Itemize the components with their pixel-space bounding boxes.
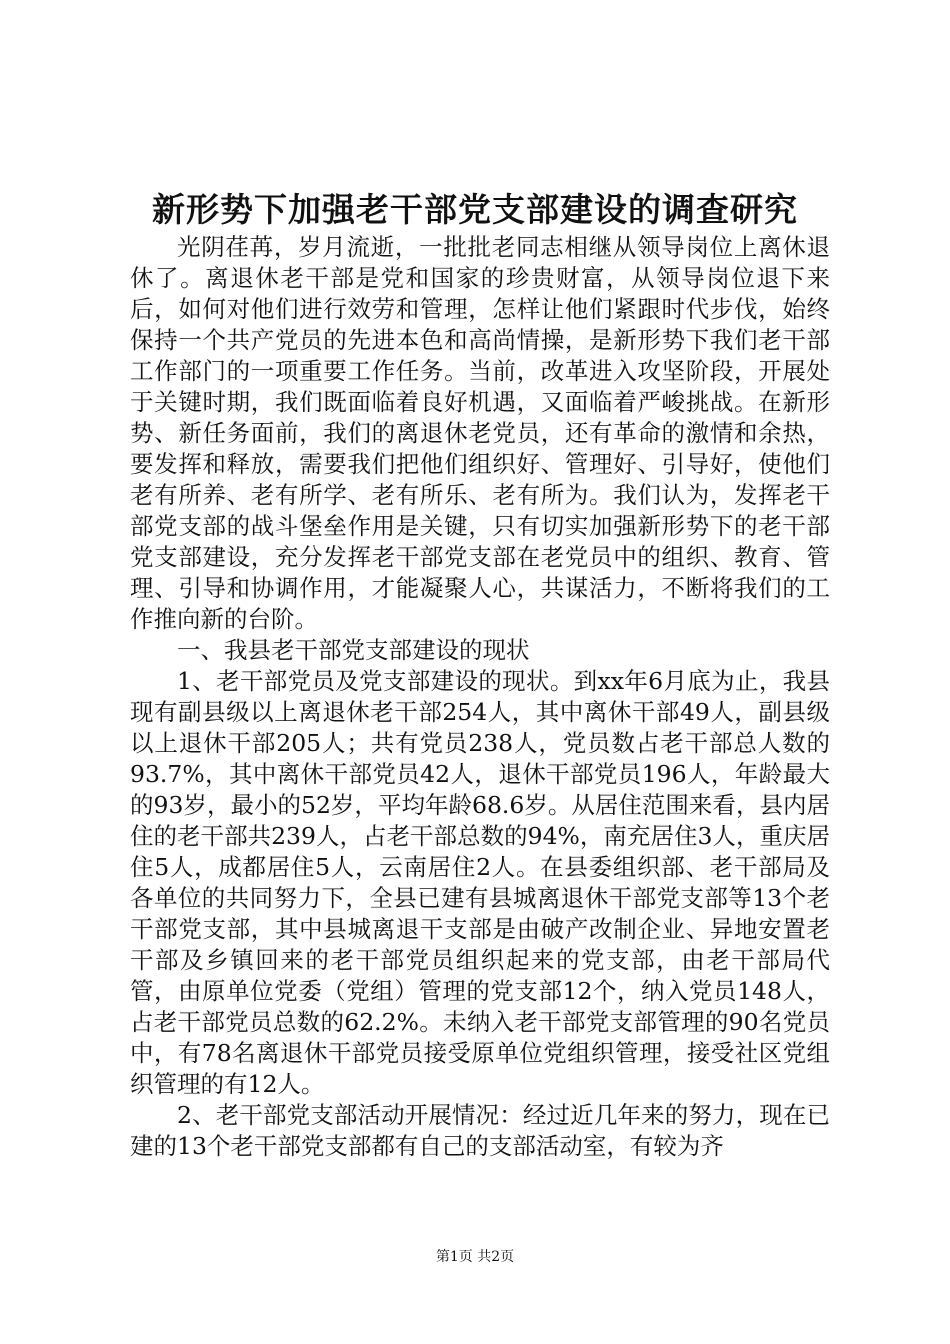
page-footer: 第1页 共2页 bbox=[435, 1249, 515, 1265]
paragraph-intro: 光阴荏苒，岁月流逝，一批批老同志相继从领导岗位上离休退休了。离退休老干部是党和国家的珍贵财富，从领导岗位退下来后，如何对他们进行效劳和管理，怎样让他们紧跟时代步伐，始终保持一个共产党员的先进本色和高尚情操，是新形势下我们老干部工作部门的一项重要工作任务。当前，改革进入攻坚阶段，开展处于关键时期，我们既面临着良好机遇，又面临着严峻挑战。在新形势、新任务面前，我们的离退休老党员，还有革命的激情和余热，要发挥和释放，需要我们把他们组织好、管理好、引导好，使他们老有所养、老有所学、老有所乐、老有所为。我们认为，发挥老干部党支部的战斗堡垒作用是关键，只有切实加强新形势下的老干部党支部建设，充分发挥老干部党支部在老党员中的组织、教育、管理、引导和协调作用，才能凝聚人心，共谋活力，不断将我们的工作推向新的台阶。 bbox=[130, 233, 830, 633]
paragraph-status: 1、老干部党员及党支部建设的现状。到xx年6月底为止，我县现有副县级以上离退休老干部254人，其中离休干部49人，副县级以上退休干部205人；共有党员238人，党员数占老干部总人数的93.7%，其中离休干部党员42人，退休干部党员196人，年龄最大的93岁，最小的52岁，平均年龄68.6岁。从居住范围来看，县内居住的老干部共239人，占老干部总数的94%，南充居住3人，重庆居住5人，成都居住5人，云南居住2人。在县委组织部、老干部局及各单位的共同努力下，全县已建有县城离退休干部党支部等13个老干部党支部，其中县城离退干支部是由破产改制企业、异地安置老干部及乡镇回来的老干部党员组织起来的党支部，由老干部局代管，由原单位党委（党组）管理的党支部12个，纳入党员148人，占老干部党员总数的62.2%。未纳入老干部党支部管理的90名党员中，有78名离退休干部党员接受原单位党组织管理，接受社区党组织管理的有12人。 bbox=[130, 667, 830, 1098]
section-heading: 一、我县老干部党支部建设的现状 bbox=[177, 636, 530, 664]
document-body bbox=[130, 232, 830, 1162]
paragraph-activities: 2、老干部党支部活动开展情况：经过近几年来的努力，现在已建的13个老干部党支部都有自己的支部活动室，有较为齐 bbox=[130, 1101, 830, 1160]
document-title: 新形势下加强老干部党支部建设的调查研究 bbox=[152, 190, 798, 229]
